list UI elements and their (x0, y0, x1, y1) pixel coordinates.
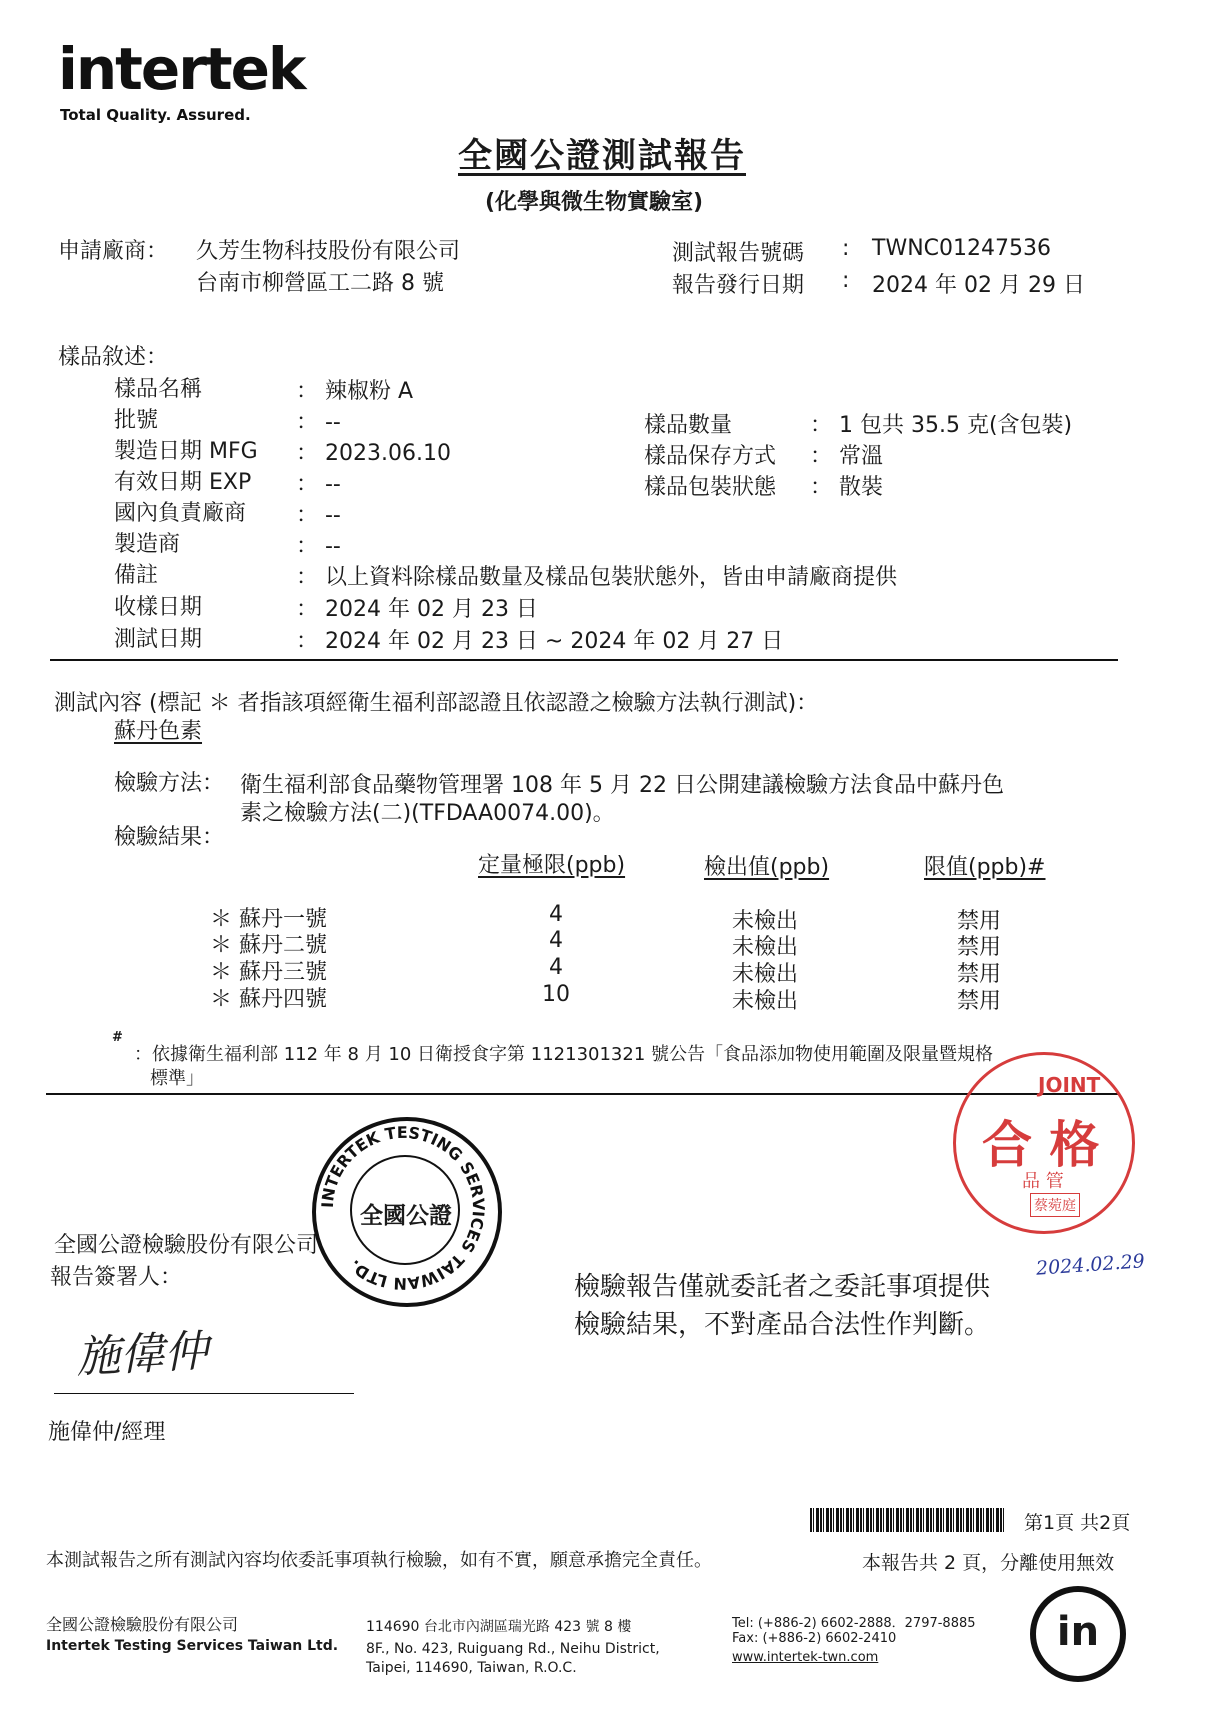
table-row-detected: 未檢出 (732, 989, 799, 1014)
sample-pack-label: 樣品包裝狀態 (644, 475, 777, 500)
sample-row-value: ： -- (296, 472, 341, 497)
approval-stamp (953, 1052, 1135, 1234)
footer-address-zh: 114690 台北市內湖區瑞光路 423 號 8 樓 (366, 1619, 632, 1635)
table-row-loq: 4 (549, 902, 563, 927)
sample-row-value: ： 以上資料除樣品數量及樣品包裝狀態外，皆由申請廠商提供 (296, 565, 897, 590)
company-seal (312, 1117, 502, 1307)
stamp-brand: JOINT (1038, 1073, 1101, 1097)
barcode (810, 1508, 1006, 1532)
footer-address-en-2: Taipei, 114690, Taiwan, R.O.C. (366, 1660, 577, 1676)
table-row-name: ＊ 蘇丹四號 (210, 987, 327, 1012)
report-no-colon: : (842, 236, 850, 261)
footer-tel: Tel: (+886-2) 6602-2888．2797-8885 (732, 1616, 976, 1631)
signer-label: 報告簽署人： (50, 1265, 183, 1290)
svg-text:INTERTEK TESTING SERVICES TAIW: INTERTEK TESTING SERVICES TAIWAN LTD. (317, 1122, 489, 1294)
stamp-main: 合 格 (982, 1115, 1100, 1174)
method-label: 檢驗方法： (114, 771, 225, 796)
sample-row-value: ： 辣椒粉 A (296, 379, 414, 404)
table-row-detected: 未檢出 (732, 962, 799, 987)
report-title: 全國公證測試報告 (458, 136, 746, 176)
sample-row-value: ： 2024 年 02 月 23 日 ~ 2024 年 02 月 27 日 (296, 629, 784, 654)
signature-line (54, 1393, 354, 1394)
table-row-limit: 禁用 (957, 935, 1002, 960)
table-row-loq: 4 (549, 928, 563, 953)
seal-center-text: 全國公證 (360, 1203, 452, 1229)
sample-row-label: 製造商 (114, 532, 181, 557)
handwritten-signature: 施偉仲 (74, 1325, 210, 1384)
sample-row-label: 製造日期 MFG (114, 439, 258, 464)
col-header-limit: 限值(ppb)# (924, 855, 1046, 880)
page-validity-note: 本報告共 2 頁，分離使用無效 (862, 1552, 1115, 1574)
table-row-name: ＊ 蘇丹三號 (210, 960, 327, 985)
report-date-value: 2024 年 02 月 29 日 (872, 273, 1085, 298)
sample-pack-value: ： 散裝 (810, 475, 883, 500)
sample-row-value: ： -- (296, 534, 341, 559)
sample-storage-label: 樣品保存方式 (644, 444, 777, 469)
disclaimer-line-2: 檢驗結果，不對產品合法性作判斷。 (574, 1310, 991, 1340)
footnote-mark: # (112, 1030, 123, 1045)
sample-qty-label: 樣品數量 (644, 413, 733, 438)
table-row-detected: 未檢出 (732, 909, 799, 934)
applicant-label: 申請廠商： (58, 239, 169, 264)
liability-statement: 本測試報告之所有測試內容均依委託事項執行檢驗，如有不實，願意承擔完全責任。 (46, 1550, 712, 1571)
report-no-value: TWNC01247536 (872, 236, 1051, 261)
applicant-address: 台南市柳營區工二路 8 號 (196, 271, 444, 296)
sample-row-label: 樣品名稱 (114, 377, 203, 402)
stamp-sub: 品 管 (1022, 1171, 1064, 1192)
table-row-detected: 未檢出 (732, 935, 799, 960)
test-item: 蘇丹色素 (114, 719, 203, 744)
sample-row-label: 國內負責廠商 (114, 501, 247, 526)
table-row-limit: 禁用 (957, 989, 1002, 1014)
sample-row-label: 有效日期 EXP (114, 470, 252, 495)
report-date-colon: : (842, 268, 850, 293)
stamp-date: 2024.02.29 (1035, 1250, 1146, 1280)
stamp-name: 蔡菀庭 (1030, 1193, 1080, 1217)
page-label: 第1頁 共2頁 (1024, 1512, 1131, 1534)
logo-tagline: Total Quality. Assured. (60, 106, 251, 124)
sample-row-value: ： 2023.06.10 (296, 441, 451, 466)
sample-row-label: 備註 (114, 563, 159, 588)
table-row-limit: 禁用 (957, 962, 1002, 987)
footer-fax: Fax: (+886-2) 6602-2410 (732, 1631, 897, 1646)
report-date-label: 報告發行日期 (672, 273, 805, 298)
sample-row-value: ： 2024 年 02 月 23 日 (296, 597, 538, 622)
method-line-1: 衛生福利部食品藥物管理署 108 年 5 月 22 日公開建議檢驗方法食品中蘇丹色 (240, 773, 1004, 798)
sample-heading: 樣品敘述： (58, 345, 169, 370)
intertek-mark-icon: in (1030, 1586, 1126, 1682)
report-subtitle: (化學與微生物實驗室) (485, 190, 704, 215)
result-label: 檢驗結果： (114, 825, 225, 850)
section-divider (50, 659, 1118, 661)
col-header-detected: 檢出值(ppb) (704, 855, 830, 880)
table-row-name: ＊ 蘇丹一號 (210, 907, 327, 932)
table-row-loq: 4 (549, 955, 563, 980)
sample-row-value: ： -- (296, 410, 341, 435)
intertek-logo: intertek (58, 35, 305, 103)
footer-company-zh: 全國公證檢驗股份有限公司 (46, 1615, 239, 1634)
footnote-divider (46, 1093, 1118, 1095)
method-line-2: 素之檢驗方法(二)(TFDAA0074.00)。 (240, 801, 615, 826)
table-row-limit: 禁用 (957, 909, 1002, 934)
sample-row-label: 批號 (114, 408, 159, 433)
footnote-line-2: 標準」 (150, 1068, 204, 1089)
report-no-label: 測試報告號碼 (672, 241, 805, 266)
applicant-name: 久芳生物科技股份有限公司 (196, 239, 461, 264)
signer-name-title: 施偉仲/經理 (48, 1420, 166, 1445)
sample-row-label: 測試日期 (114, 627, 203, 652)
footer-company-en: Intertek Testing Services Taiwan Ltd. (46, 1638, 339, 1654)
sample-qty-value: ： 1 包共 35.5 克(含包裝) (810, 413, 1073, 438)
footer-web[interactable]: www.intertek-twn.com (732, 1650, 879, 1665)
test-content-line: 測試內容 (標記 ＊ 者指該項經衛生福利部認證且依認證之檢驗方法執行測試)： (54, 691, 819, 716)
sample-row-label: 收樣日期 (114, 595, 203, 620)
table-row-loq: 10 (542, 982, 570, 1007)
sample-storage-value: ： 常溫 (810, 444, 883, 469)
company-name: 全國公證檢驗股份有限公司 (54, 1233, 319, 1258)
col-header-loq: 定量極限(ppb) (478, 853, 626, 878)
footer-address-en-1: 8F., No. 423, Ruiguang Rd., Neihu District, (366, 1641, 660, 1657)
sample-row-value: ： -- (296, 503, 341, 528)
disclaimer-line-1: 檢驗報告僅就委託者之委託事項提供 (574, 1272, 991, 1302)
table-row-name: ＊ 蘇丹二號 (210, 933, 327, 958)
footnote-line-1: ：依據衛生福利部 112 年 8 月 10 日衛授食字第 1121301321 號公告「食品添加物使用範圍及限量暨規格 (134, 1044, 994, 1065)
